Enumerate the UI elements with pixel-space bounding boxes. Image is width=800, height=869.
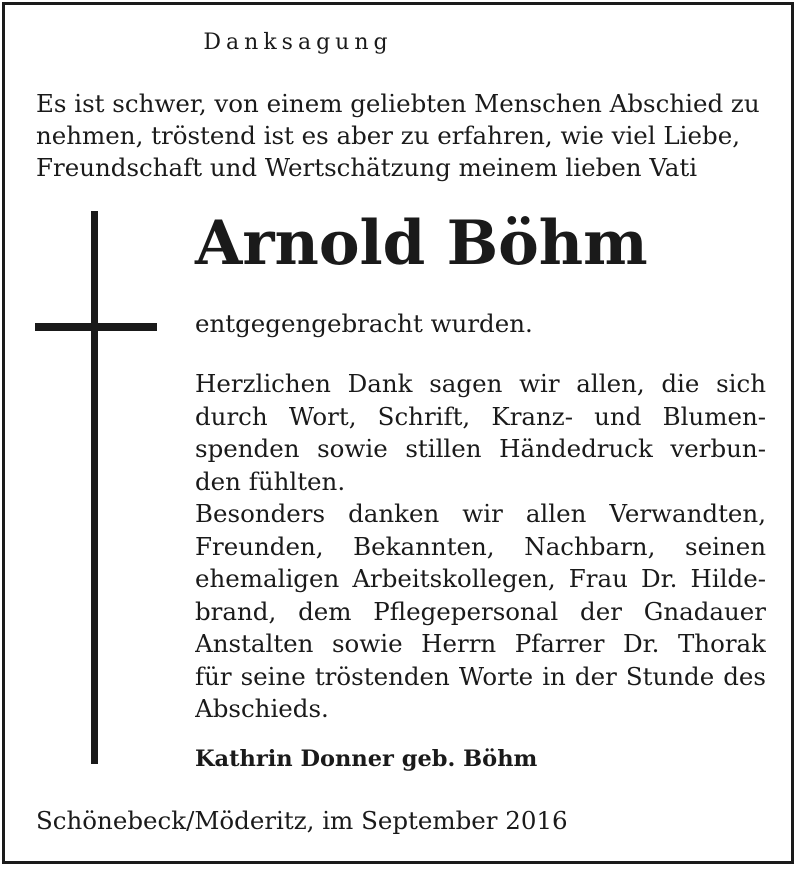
- place-date: Schönebeck/Möderitz, im September 2016: [36, 806, 568, 835]
- intro-line: Freundschaft und Wertschätzung meinem lieben Vati: [36, 153, 698, 182]
- deceased-name: Arnold Böhm: [195, 208, 648, 279]
- thanks-line: durch Wort, Schrift, Kranz- und Blumen-: [195, 401, 766, 431]
- thanks-line: für seine tröstenden Worte in der Stunde des: [195, 661, 766, 691]
- thanks-text: [195, 368, 766, 726]
- thanks-line: Anstalten sowie Herrn Pfarrer Dr. Thorak: [195, 629, 766, 658]
- notice-heading: Danksagung: [203, 30, 393, 55]
- signature: Kathrin Donner geb. Böhm: [195, 746, 538, 772]
- thanks-line: Freunden, Bekannten, Nachbarn, seinen: [195, 531, 766, 561]
- cross-icon-vertical: [91, 211, 98, 764]
- thanks-line: Abschieds.: [195, 694, 329, 723]
- thanks-line: spenden sowie stillen Händedruck verbun-: [195, 434, 766, 463]
- intro-line: Es ist schwer, von einem geliebten Menschen Abschied zu: [36, 89, 760, 118]
- thanks-line: Herzlichen Dank sagen wir allen, die sich: [195, 369, 766, 398]
- thanks-line: Besonders danken wir allen Verwandten,: [195, 499, 766, 528]
- intro-text: [36, 88, 772, 184]
- thanks-line: brand, dem Pflegepersonal der Gnadauer: [195, 596, 766, 626]
- intro-line: nehmen, tröstend ist es aber zu erfahren, wie viel Liebe,: [36, 121, 740, 150]
- intro-continuation: entgegengebracht wurden.: [195, 309, 533, 338]
- cross-icon-horizontal: [35, 323, 157, 331]
- thanks-line: ehemaligen Arbeitskollegen, Frau Dr. Hilde-: [195, 564, 766, 593]
- thanks-line: den fühlten.: [195, 466, 346, 496]
